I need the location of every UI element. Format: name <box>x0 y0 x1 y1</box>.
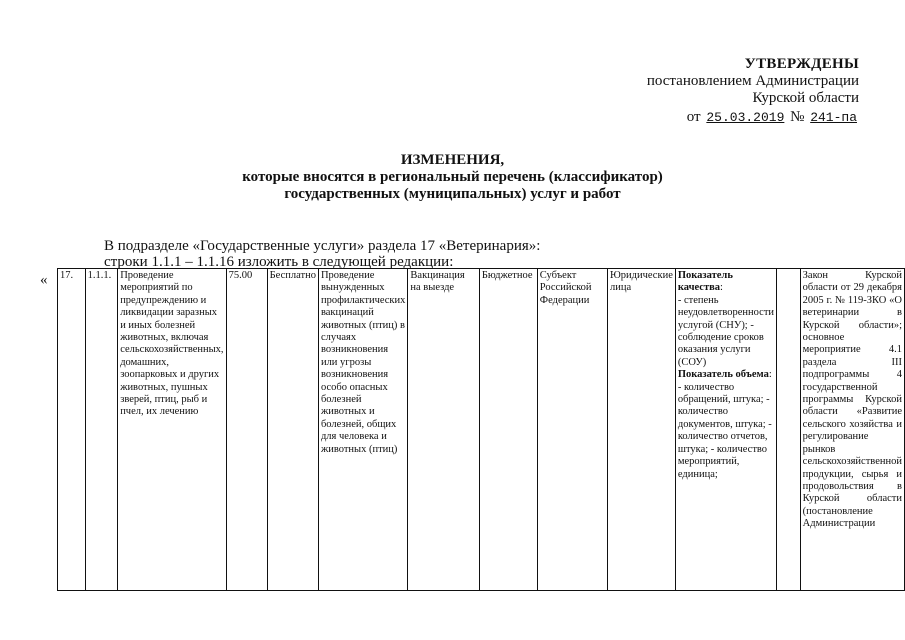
table-row <box>58 269 905 591</box>
intro-line-2: строки 1.1.1 – 1.1.16 изложить в следующей редакции: <box>104 254 454 270</box>
title-line-1: которые вносятся в региональный перечень (классификатор) <box>242 169 663 185</box>
cell-payment: Бесплатно <box>267 269 318 591</box>
document-title <box>0 152 905 203</box>
cell-founder: Субъект Российской Федерации <box>537 269 607 591</box>
approval-date: 25.03.2019 <box>706 110 785 125</box>
cell-consumers: Юридические лица <box>607 269 675 591</box>
title-heading: ИЗМЕНЕНИЯ, <box>400 152 505 168</box>
approval-line-1: постановлением Администрации <box>646 73 859 89</box>
date-prefix: от <box>686 109 701 125</box>
approval-date-line <box>647 109 859 126</box>
quality-label: Показатель качества <box>677 270 733 294</box>
cell-indicators: Показатель качества: - степень неудовлетворенности услугой (СНУ); - соблюдение сроков оказания услуги (СОУ) Показатель объема: - количество обращений, штука; - количество документов, штука; - количество отчетов, штука; - количество мероприятий, единица; <box>675 269 776 591</box>
title-line-2: государственных (муниципальных) услуг и работ <box>284 186 621 202</box>
cell-section: 17. <box>58 269 86 591</box>
intro-line-1: В подразделе «Государственные услуги» раздела 17 «Ветеринария»: <box>104 238 541 254</box>
approval-block <box>647 56 859 126</box>
cell-legal-basis: Закон Курской области от 29 декабря 2005 г. № 119-ЗКО «О ветеринарии в Курской области»; основное мероприятие 4.1 раздела III подпрограммы 4 государственной программы Курской области «Развитие сельского хозяйства и регулирование рынков сельскохозяйственной продукции, сырья и продовольствия в Курской области (постановление Администрации <box>800 269 904 591</box>
cell-code: 1.1.1. <box>85 269 118 591</box>
services-table <box>57 268 905 591</box>
cell-empty <box>777 269 801 591</box>
cell-conditions: Вакцинация на выезде <box>408 269 479 591</box>
quality-items: - степень неудовлетворенности услугой (СНУ); - соблюдение сроков оказания услуги (СОУ) <box>677 294 775 368</box>
approval-number: 241-па <box>810 110 857 125</box>
cell-service-name: Проведение мероприятий по предупреждению и ликвидации заразных и иных болезней животных, включая сельскохозяйственных, домашних, зоопарковых и других животных, пушных зверей, птиц, рыб и пчел, их лечению <box>118 269 226 591</box>
opening-quote: « <box>40 272 48 288</box>
approval-line-2: Курской области <box>752 90 859 106</box>
cell-institution-type: Бюджетное <box>479 269 537 591</box>
volume-label: Показатель объема <box>677 369 769 381</box>
number-prefix: № <box>790 109 805 125</box>
cell-okved: 75.00 <box>226 269 267 591</box>
approval-heading: УТВЕРЖДЕНЫ <box>744 56 859 72</box>
cell-content: Проведение вынужденных профилактических вакцинаций животных (птиц) в случаях возникновения или угрозы возникновения особо опасных болезней животных и болезней, общих для человека и животных (птиц) <box>318 269 407 591</box>
intro-text <box>104 238 540 270</box>
volume-items: - количество обращений, штука; - количество документов, штука; - количество отчетов, штука; - количество мероприятий, единица; <box>677 381 772 480</box>
